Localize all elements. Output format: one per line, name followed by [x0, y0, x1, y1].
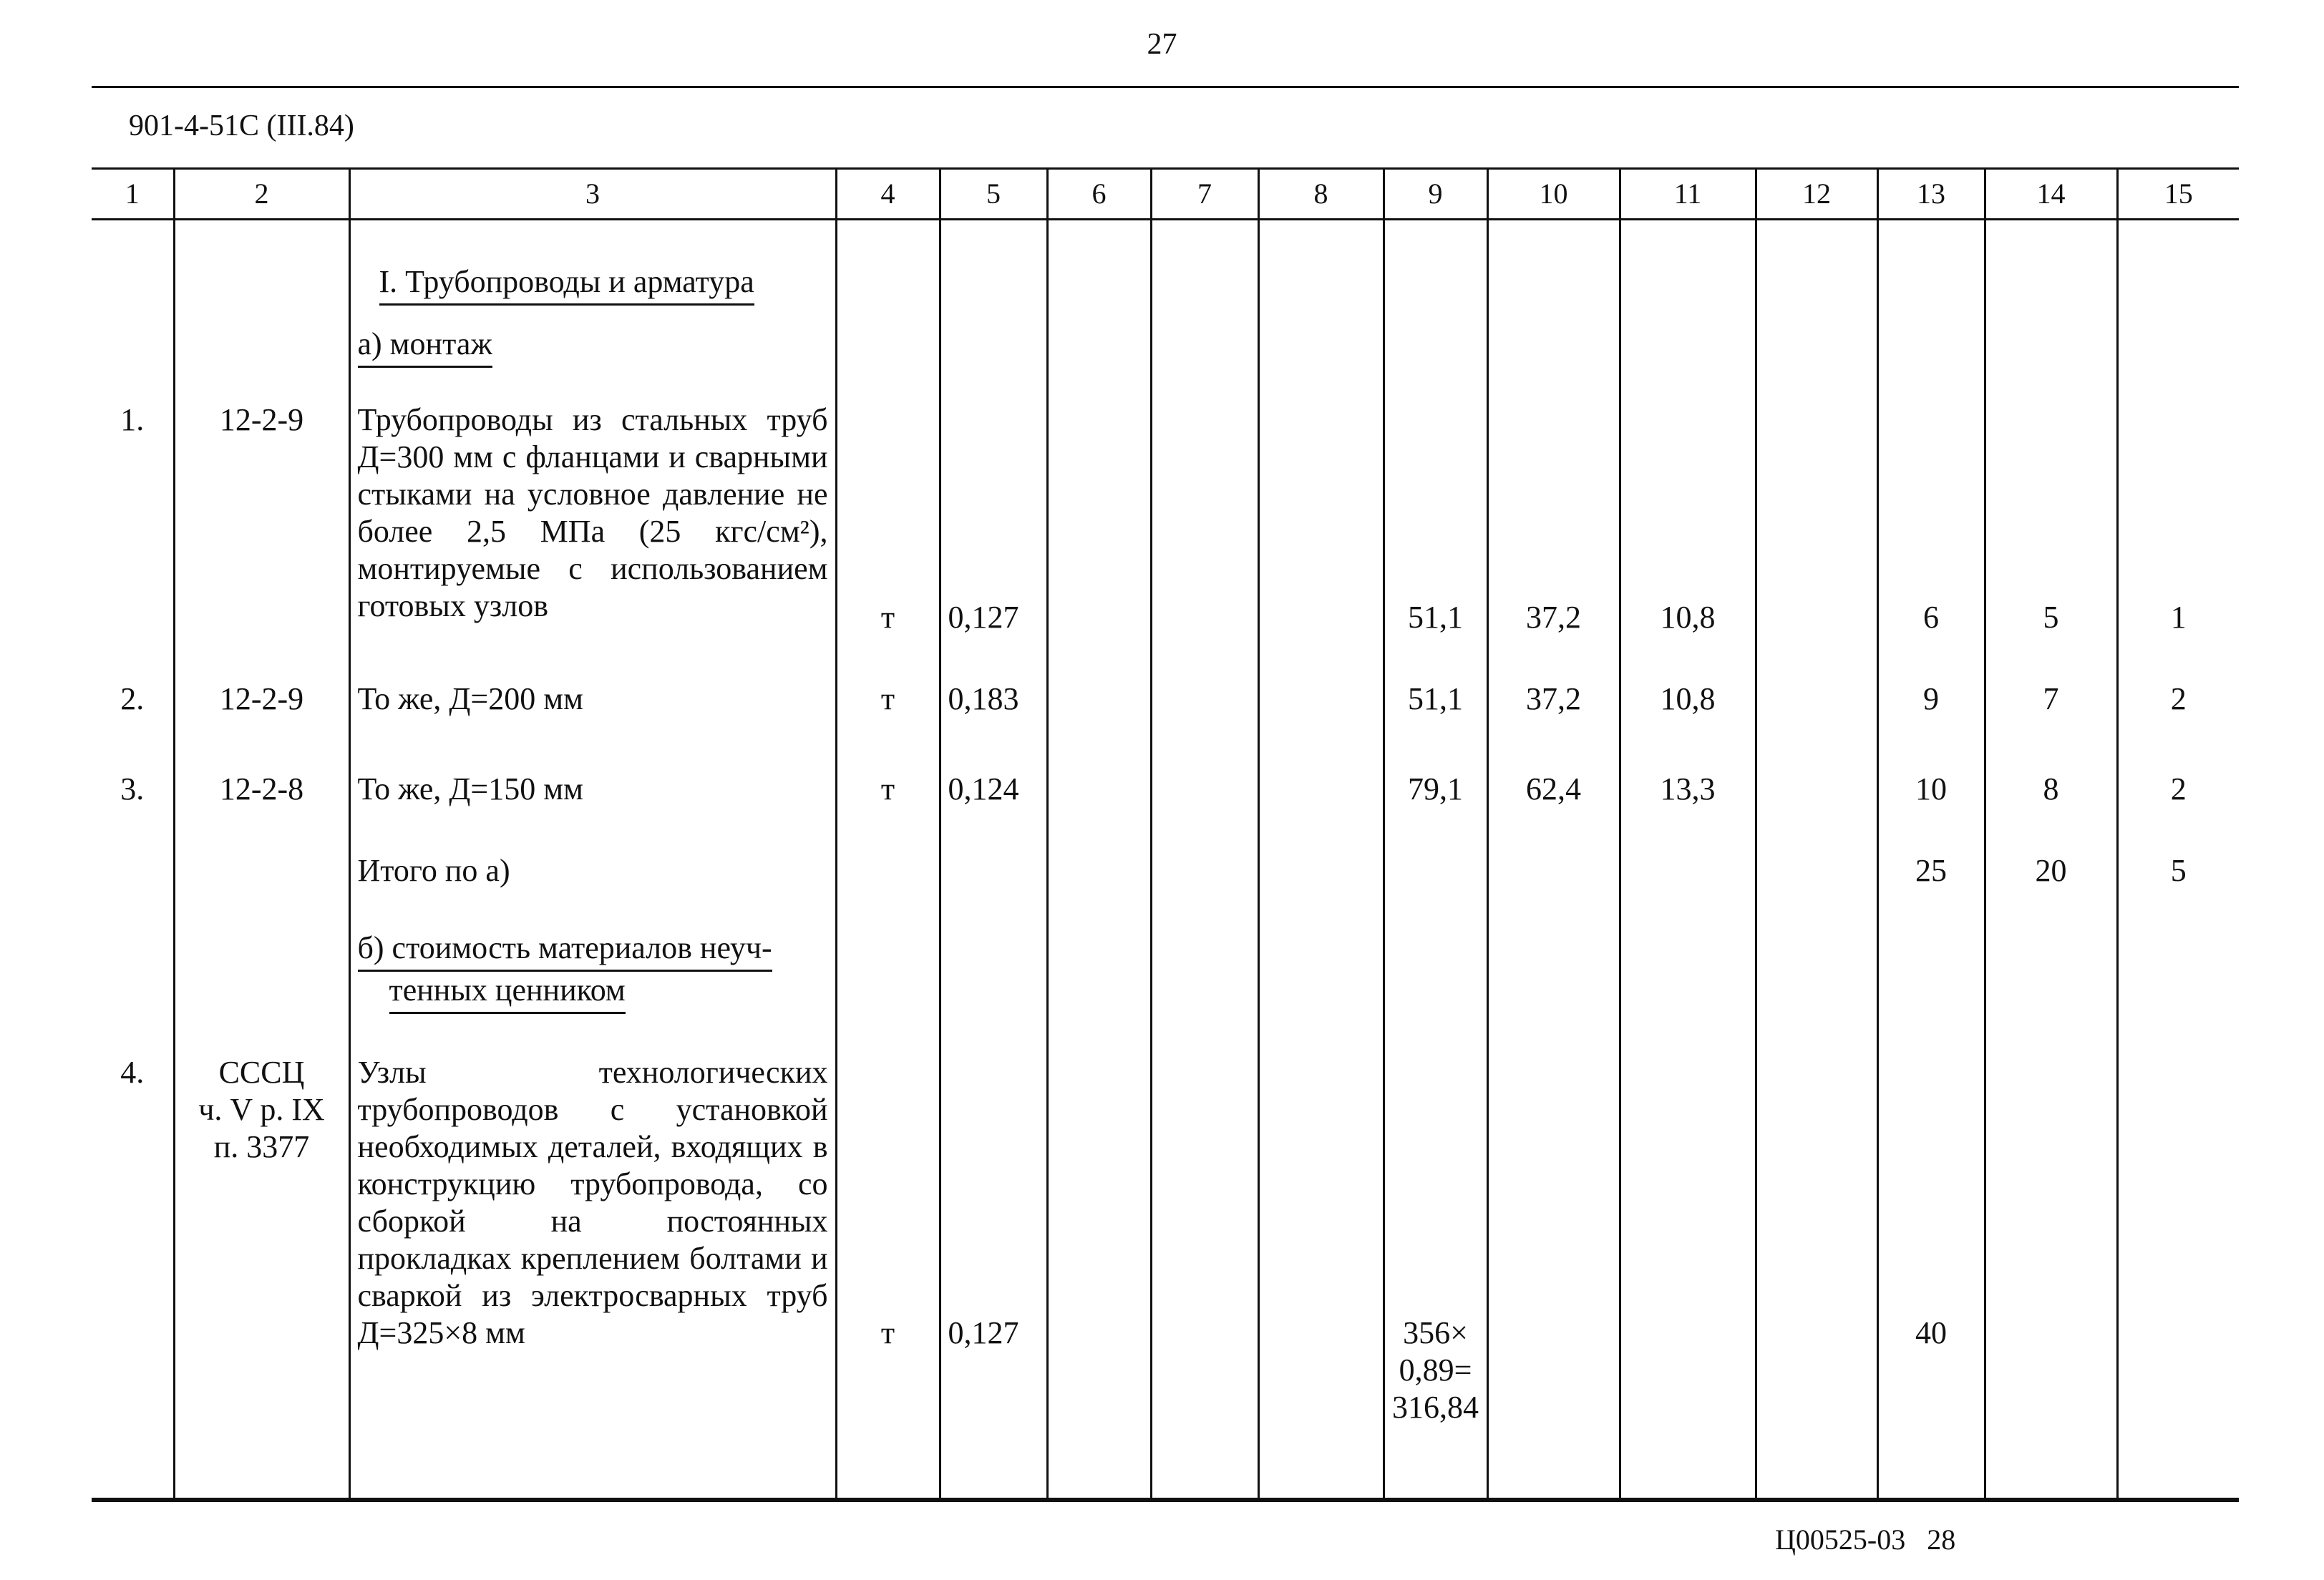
cell-col-15: 1 [2170, 600, 2187, 635]
norm-code: 12-2-9 [219, 681, 304, 716]
total-col-14: 20 [2035, 853, 2067, 888]
table-row [92, 726, 2239, 808]
col-header-2: 2 [174, 169, 349, 220]
subsection-a-row [92, 306, 2239, 386]
total-col-15: 5 [2170, 853, 2187, 888]
cell-col-13: 6 [1923, 600, 1939, 635]
cell-col-13: 40 [1915, 1315, 1947, 1350]
norm-code-line3: п. 3377 [213, 1129, 310, 1164]
cell-col-10: 37,2 [1526, 681, 1581, 716]
row-description: Узлы технологических трубопроводов с установкой необходимых деталей, входящих в конструкцию трубопровода, со сборкой на постоянных прокладках креплением болтами и сваркой из электросварных труб Д=325×8 мм [357, 1055, 828, 1350]
cell-col-11: 10,8 [1660, 600, 1716, 635]
norm-code: 12-2-8 [219, 771, 304, 806]
unit: т [880, 681, 895, 716]
cell-col-11: 10,8 [1660, 681, 1716, 716]
footer-sheet-number: 28 [1927, 1523, 1956, 1556]
cell-col-9-line2: 0,89= [1399, 1352, 1472, 1388]
cell-col-14: 5 [2043, 600, 2059, 635]
header-row [92, 169, 2239, 220]
cell-col-15: 2 [2170, 771, 2187, 806]
table-row [92, 386, 2239, 645]
cell-col-9-line3: 316,84 [1392, 1390, 1479, 1425]
subsection-b-row [92, 889, 2239, 1014]
norm-code-line2: ч. V р. IX [198, 1092, 325, 1127]
cell-col-9: 51,1 [1408, 600, 1463, 635]
col-header-4: 4 [836, 169, 940, 220]
document-code: 901-4-51С (III.84) [129, 109, 354, 142]
col-header-13: 13 [1877, 169, 1985, 220]
cell-col-15: 2 [2170, 681, 2187, 716]
quantity: 0,127 [948, 600, 1019, 635]
row-number: 1. [120, 402, 145, 437]
row-description: Трубопроводы из стальных труб Д=300 мм с фланцами и сварными стыками на условное давление не более 2,5 МПа (25 кгс/см²), монтируемые с использованием готовых узлов [357, 402, 828, 623]
quantity: 0,127 [948, 1315, 1019, 1350]
cell-col-13: 10 [1915, 771, 1947, 806]
norm-code: 12-2-9 [219, 402, 304, 437]
page-number: 27 [1147, 28, 1177, 61]
estimate-table [92, 167, 2239, 1500]
cell-col-9-line1: 356× [1403, 1315, 1468, 1350]
row-number: 2. [120, 681, 145, 716]
col-header-3: 3 [349, 169, 836, 220]
cell-col-14: 8 [2043, 771, 2059, 806]
col-header-6: 6 [1047, 169, 1151, 220]
total-label: Итого по а) [357, 853, 510, 888]
col-header-1: 1 [92, 169, 174, 220]
cell-col-9: 51,1 [1408, 681, 1463, 716]
total-row [92, 808, 2239, 889]
quantity: 0,124 [948, 771, 1019, 806]
row-description: То же, Д=150 мм [357, 771, 583, 806]
subsection-b-title-line2: тенных ценником [389, 972, 626, 1014]
col-header-15: 15 [2117, 169, 2239, 220]
col-header-10: 10 [1487, 169, 1620, 220]
quantity: 0,183 [948, 681, 1019, 716]
cell-col-11: 13,3 [1660, 771, 1716, 806]
subsection-b-title-line1: б) стоимость материалов неуч- [358, 930, 772, 972]
top-rule [92, 86, 2239, 88]
row-number: 3. [120, 771, 145, 806]
footer-code [1775, 1523, 1955, 1556]
col-header-14: 14 [1985, 169, 2117, 220]
cell-col-9: 79,1 [1408, 771, 1463, 806]
footer-doc-code: Ц00525-03 [1775, 1523, 1906, 1556]
row-number: 4. [120, 1055, 145, 1090]
total-col-13: 25 [1915, 853, 1947, 888]
row-description: То же, Д=200 мм [357, 681, 583, 716]
unit: т [880, 1315, 895, 1350]
col-header-7: 7 [1151, 169, 1258, 220]
section-title-row [92, 220, 2239, 306]
col-header-9: 9 [1384, 169, 1487, 220]
cell-col-10: 37,2 [1526, 600, 1581, 635]
cell-col-14: 7 [2043, 681, 2059, 716]
section-title: I. Трубопроводы и арматура [379, 263, 754, 306]
col-header-11: 11 [1620, 169, 1756, 220]
bottom-rule [92, 1500, 2239, 1502]
col-header-8: 8 [1258, 169, 1384, 220]
subsection-a-title: а) монтаж [358, 326, 492, 368]
col-header-12: 12 [1756, 169, 1877, 220]
cell-col-13: 9 [1923, 681, 1939, 716]
table-row [92, 645, 2239, 726]
table-row [92, 1014, 2239, 1499]
norm-code-line1: СССЦ [218, 1055, 305, 1090]
cell-col-10: 62,4 [1526, 771, 1581, 806]
col-header-5: 5 [940, 169, 1047, 220]
unit: т [880, 771, 895, 806]
unit: т [880, 600, 895, 635]
